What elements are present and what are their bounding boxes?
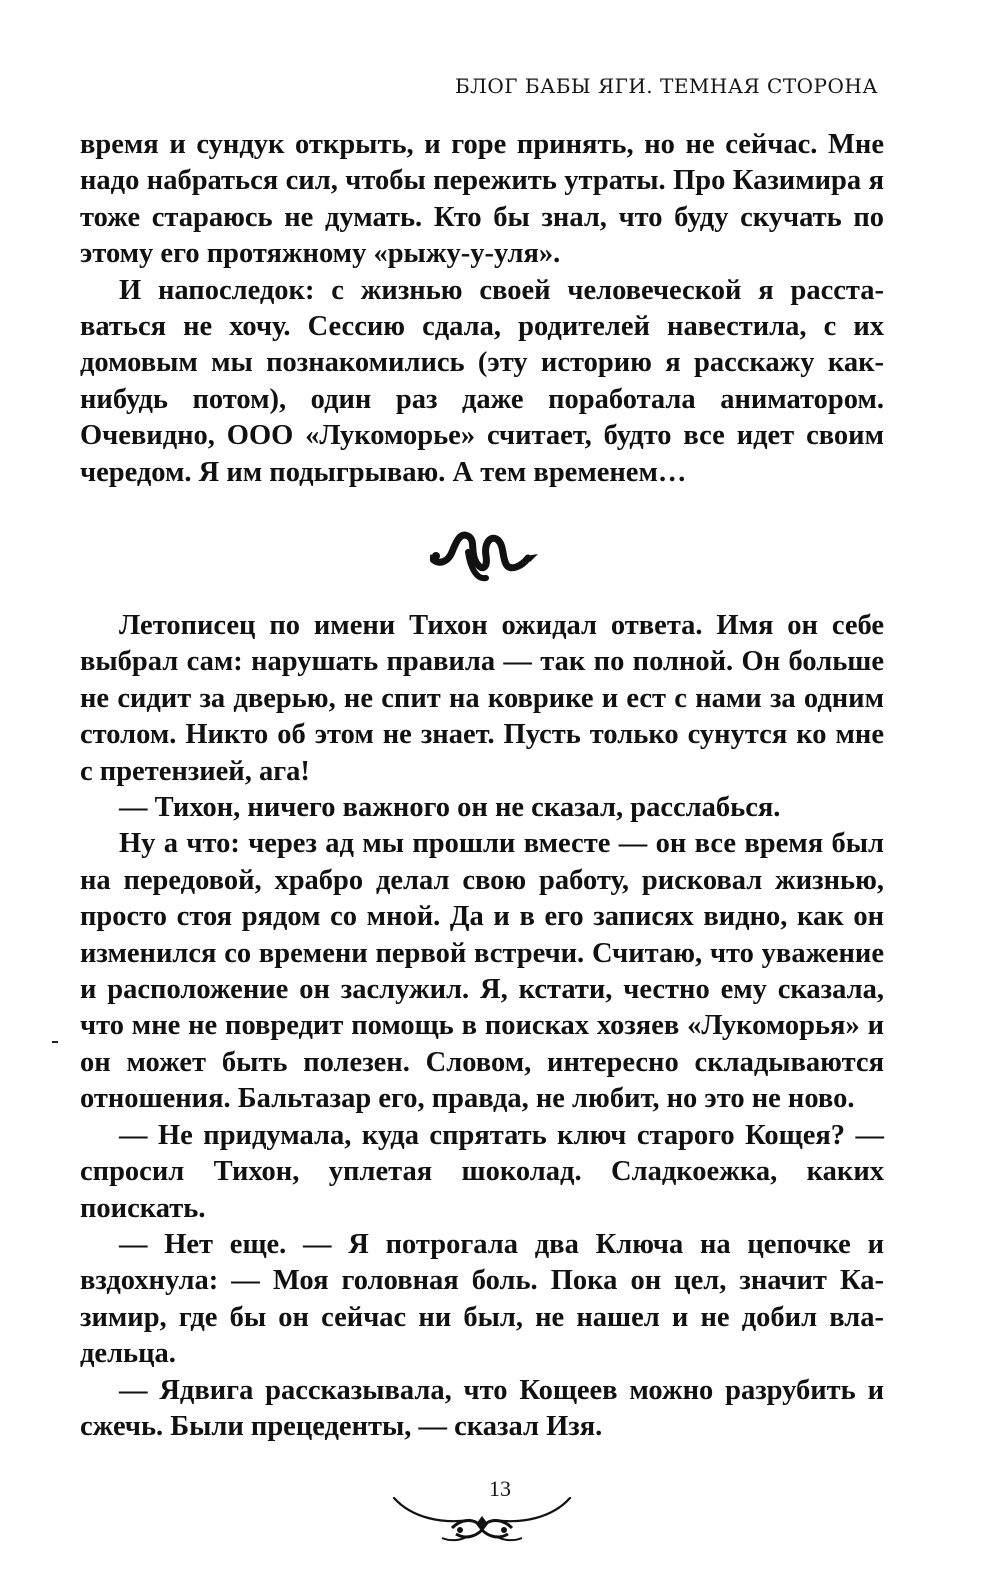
page-number: 13 [489, 1476, 511, 1501]
paragraph: Ну а что: через ад мы прошли вместе — он все время был на передовой, храбро делал свою работу, рисковал жизнью, просто стоя рядом со мной. Да и в его записях видно, как он изменился со времени первой встречи. Считаю, что уважение и расположение он заслужил. Я, кстати, честно ему сказала, что мне не повредит помощь в поисках хозяев «Лукоморья» и он может быть полезен. Словом, интересно складываются отношения. Бальтазар его, правда, не любит, но это не ново. [80, 828, 884, 1115]
flourish-ornament-icon [392, 1488, 572, 1544]
paragraph: И напоследок: с жизнью своей человеческой я расставаться не хочу. Сессию сдала, родителей навестила, с их домовым мы познакомились (эту историю я расскажу как-нибудь потом), один раз даже поработала аниматором. Очевидно, ООО «Лукоморье» считает, будто все идет своим чередом. Я им подыгрываю. А тем временем… [80, 274, 884, 488]
dialogue-line: — Не придумала, куда спрятать ключ старого Кощея? — спросил Тихон, уплетая шоколад. Сладкоежка, каких поискать. [80, 1119, 884, 1224]
stray-mark [52, 1041, 58, 1043]
dialogue-line: — Нет еще. — Я потрогала два Ключа на цепочке и вздохнула: — Моя головная боль. Пока он цел, значит Казимир, где бы он сейчас ни был, не нашел и не добил владельца. [80, 1228, 884, 1370]
paragraph: Летописец по имени Тихон ожидал ответа. Имя он себе выбрал сам: нарушать правила — так по полной. Он больше не сидит за дверью, не спит на коврике и ест с нами за одним столом. Никто об этом не знает. Пусть только сунутся ко мне с претензией, ага! [80, 610, 884, 787]
text-block-top [80, 127, 884, 491]
text-block-main [80, 608, 884, 1445]
dialogue-line: — Ядвига рассказывала, что Кощеев можно разрубить и сжечь. Были прецеденты, — сказал Изя. [80, 1374, 884, 1442]
serpent-ornament-icon [430, 522, 540, 582]
paragraph: время и сундук открыть, и горе принять, но не сейчас. Мне надо набраться сил, чтобы пережить утраты. Про Казимира я тоже стараюсь не думать. Кто бы знал, что буду скучать по этому его протяжному «рыжу-у-уля». [80, 129, 884, 270]
dialogue-line: — Тихон, ничего важного он не сказал, расслабься. [119, 792, 781, 824]
running-head: БЛОГ БАБЫ ЯГИ. ТЕМНАЯ СТОРОНА [454, 74, 878, 98]
